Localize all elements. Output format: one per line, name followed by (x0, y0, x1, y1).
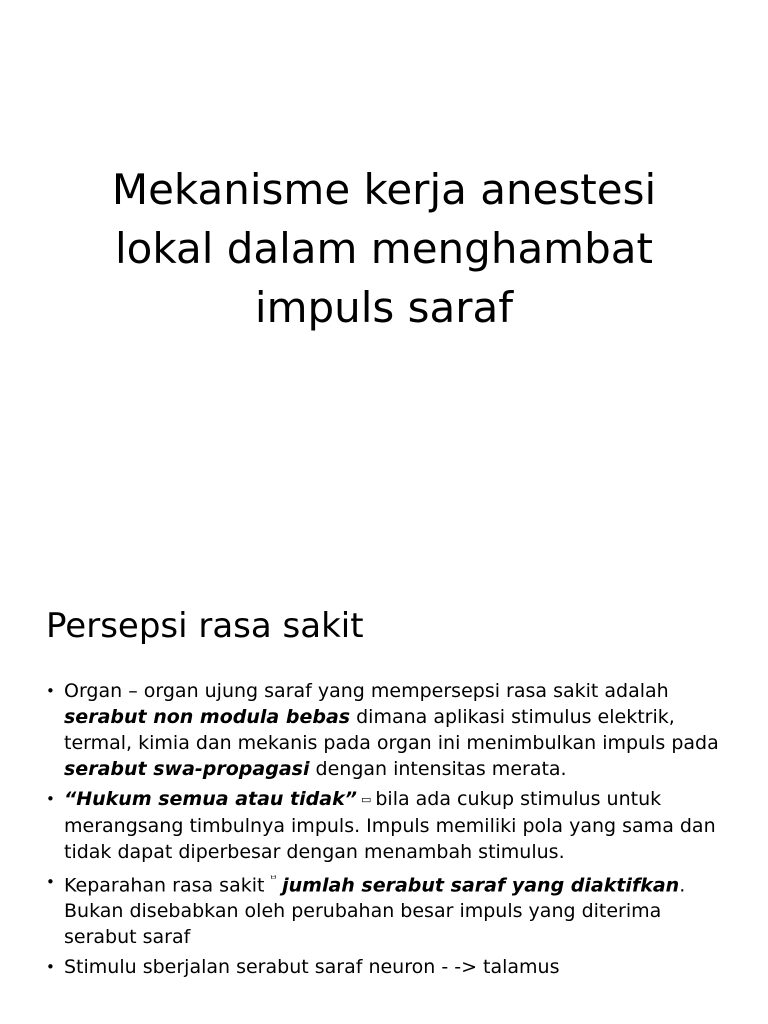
bullet-emphasis: jumlah serabut saraf yang diaktifkan (282, 873, 680, 896)
bullet-emphasis: “Hukum semua atau tidak” (64, 788, 357, 810)
bullet-item (46, 869, 726, 950)
bullet-item (46, 954, 726, 980)
bullet-text: Organ – organ ujung saraf yang mempersepsi rasa sakit adalah (64, 680, 669, 702)
bullet-item (46, 678, 726, 782)
proportional-symbol-icon: ᄇ (268, 875, 279, 887)
title-line: impuls saraf (254, 283, 514, 332)
slide-title (40, 160, 728, 337)
arrow-symbol-icon: ▭ (360, 792, 372, 806)
bullet-emphasis: serabut swa-propagasi (64, 758, 310, 780)
slide-heading: Persepsi rasa sakit (46, 606, 364, 646)
bullet-text: Keparahan rasa sakit (64, 873, 265, 896)
bullet-text: dengan intensitas merata. (309, 758, 567, 780)
title-line: lokal dalam menghambat (115, 224, 653, 273)
bullet-emphasis: serabut non modula bebas (64, 706, 351, 728)
bullet-text: . Bukan disebabkan oleh perubahan besar impuls yang diterima serabut saraf (64, 873, 686, 948)
content-slide (0, 576, 768, 1024)
bullet-list (46, 678, 726, 984)
bullet-item (46, 786, 726, 865)
title-line: Mekanisme kerja anestesi (111, 165, 657, 214)
bullet-text: bila ada cukup stimulus untuk merangsang timbulnya impuls. Impuls memiliki pola yang sama dan tidak dapat diperbesar dengan menambah stimulus. (64, 788, 716, 863)
bullet-text: dimana aplikasi stimulus elektrik, termal, kimia dan mekanis pada organ ini menimbulkan impuls pada (64, 706, 719, 754)
bullet-text: Stimulu sberjalan serabut saraf neuron - -> talamus (64, 955, 560, 978)
